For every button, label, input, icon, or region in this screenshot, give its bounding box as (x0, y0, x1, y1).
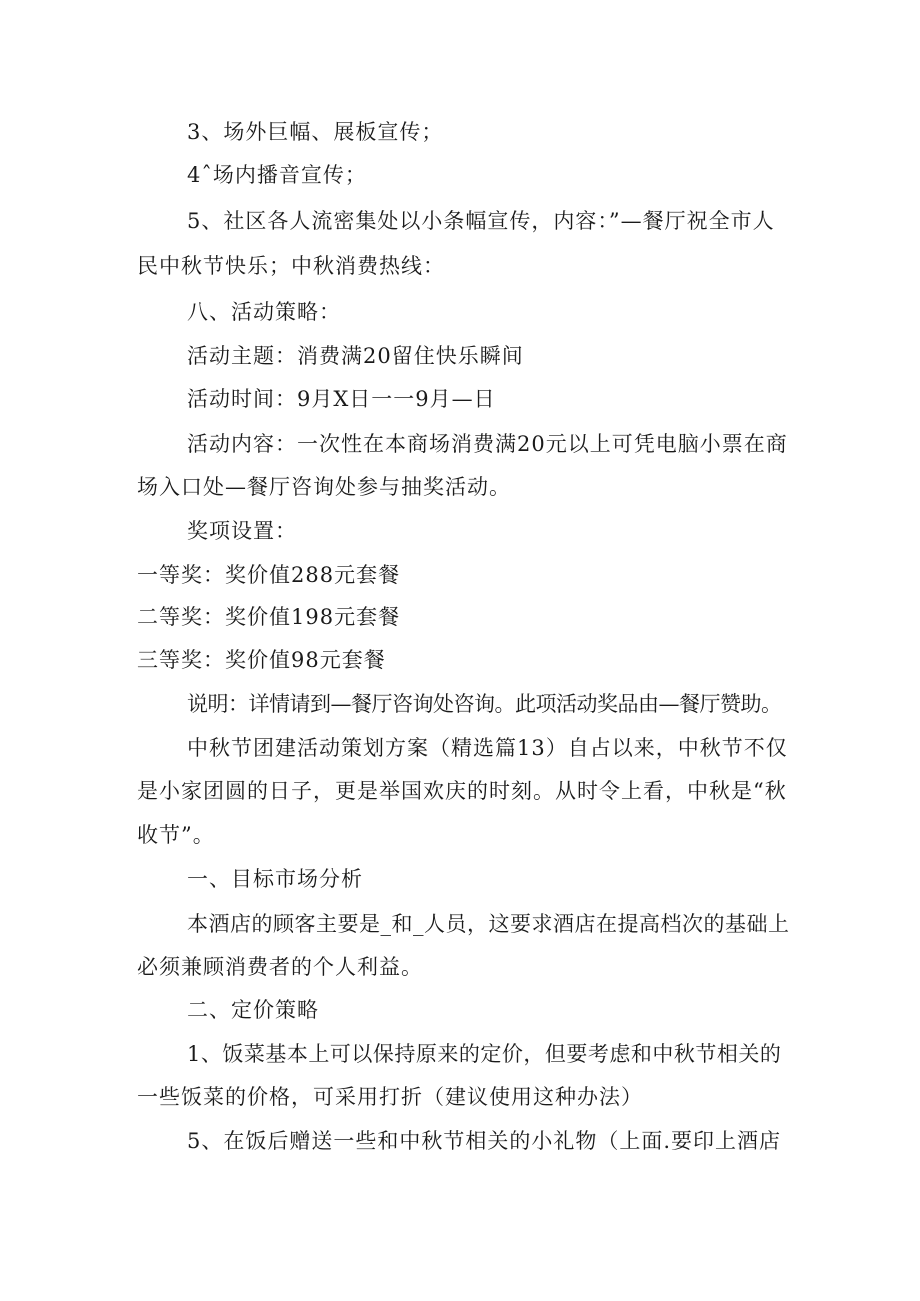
text-line-customers: 本酒店的顾客主要是_和_人员，这要求酒店在提高档次的基础上 (187, 912, 790, 936)
text-line-activity-content: 活动内容：一次性在本商场消费满20元以上可凭电脑小票在商 (187, 432, 788, 456)
section-heading-activity-strategy: 八、活动策略： (187, 300, 341, 324)
text-line-plan-intro-continued: 是小家团圆的日子，更是举国欢庆的时刻。从时令上看，中秋是“秋 (137, 779, 787, 803)
section-heading-target-market: 一、目标市场分析 (187, 867, 363, 891)
text-line-pricing-item1: 1、饭菜基本上可以保持原来的定价，但要考虑和中秋节相关的 (187, 1042, 782, 1066)
text-line-item5-community-banners: 5、社区各人流密集处以小条幅宣传，内容：”—餐厅祝全市人 (187, 209, 775, 233)
text-line-prize-settings: 奖项设置： (187, 519, 297, 543)
text-line-item5-continued: 民中秋节快乐；中秋消费热线： (137, 254, 445, 278)
text-line-item3-outdoor-banners: 3、场外巨幅、展板宣传； (187, 120, 444, 144)
text-line-activity-theme: 活动主题：消费满20留住快乐瞬间 (187, 344, 524, 368)
text-line-plan-intro-end: 收节”。 (137, 823, 215, 847)
text-line-activity-content-continued: 场入口处—餐厅咨询处参与抽奖活动。 (137, 475, 511, 499)
text-line-second-prize: 二等奖：奖价值198元套餐 (137, 605, 401, 629)
text-line-note: 说明：详情请到—餐厅咨询处咨询。此项活动奖品由—餐厅赞助。 (187, 692, 782, 716)
text-line-first-prize: 一等奖：奖价值288元套餐 (137, 563, 401, 587)
text-line-pricing-item1-continued: 一些饭菜的价格，可采用打折（建议使用这种办法） (137, 1085, 643, 1109)
text-line-item4-indoor-broadcast: 4ˆ场内播音宣传； (187, 163, 367, 187)
text-line-third-prize: 三等奖：奖价值98元套餐 (137, 648, 386, 672)
section-heading-pricing-strategy: 二、定价策略 (187, 998, 319, 1022)
text-line-pricing-item5: 5、在饭后赠送一些和中秋节相关的小礼物（上面.要印上酒店 (187, 1129, 782, 1153)
text-line-activity-time: 活动时间：9月X日一一9月—日 (187, 387, 496, 411)
text-line-plan-intro: 中秋节团建活动策划方案（精选篇13）自占以来，中秋节不仅 (187, 736, 788, 760)
text-line-customers-continued: 必须兼顾消费者的个人利益。 (137, 955, 423, 979)
